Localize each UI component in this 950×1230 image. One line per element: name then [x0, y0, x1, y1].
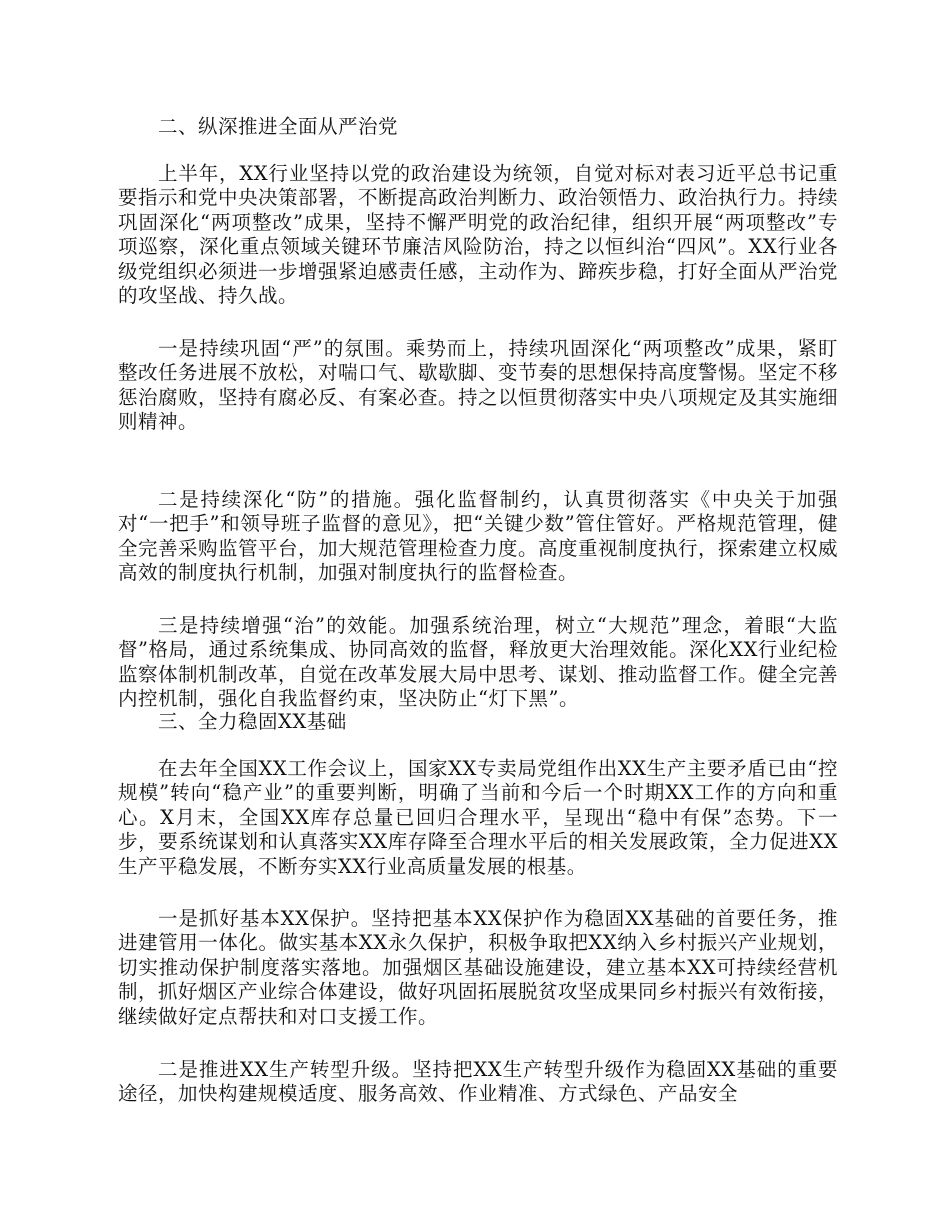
section-heading-2: 二、纵深推进全面从严治党	[158, 115, 399, 138]
paragraph-4: 三是持续增强“治”的效能。加强系统治理，树立“大规范”理念，着眼“大监督”格局，通过系统集成、协同高效的监督，释放更大治理效能。深化XX行业纪检监察体制机制改革，自觉在改革发展大局中思考、谋划、推动监督工作。健全完善内控机制，强化自我监督约束，坚决防止“灯下黑”。	[118, 614, 839, 711]
paragraph-3: 二是持续深化“防”的措施。强化监督制约，认真贯彻落实《中央关于加强对“一把手”和领导班子监督的意见》，把“关键少数”管住管好。严格规范管理，健全完善采购监管平台，加大规范管理检查力度。高度重视制度执行，探索建立权威高效的制度执行机制，加强对制度执行的监督检查。	[118, 488, 839, 585]
section-heading-3: 三、全力稳固XX基础	[158, 710, 347, 733]
paragraph-7: 二是推进XX生产转型升级。坚持把XX生产转型升级作为稳固XX基础的重要途径，加快构建规模适度、服务高效、作业精准、方式绿色、产品安全	[118, 1058, 838, 1106]
paragraph-5: 在去年全国XX工作会议上，国家XX专卖局党组作出XX生产主要矛盾已由“控规模”转向“稳产业”的重要判断，明确了当前和今后一个时期XX工作的方向和重心。X月末，全国XX库存总量已回归合理水平，呈现出“稳中有保”态势。下一步，要系统谋划和认真落实XX库存降至合理水平后的相关发展政策，全力促进XX生产平稳发展，不断夯实XX行业高质量发展的根基。	[118, 757, 838, 878]
paragraph-2: 一是持续巩固“严”的氛围。乘势而上，持续巩固深化“两项整改”成果，紧盯整改任务进展不放松，对喘口气、歇歇脚、变节奏的思想保持高度警惕。坚定不移惩治腐败，坚持有腐必反、有案必查。持之以恒贯彻落实中央八项规定及其实施细则精神。	[118, 337, 839, 434]
paragraph-1: 上半年，XX行业坚持以党的政治建设为统领，自觉对标对表习近平总书记重要指示和党中央决策部署，不断提高政治判断力、政治领悟力、政治执行力。持续巩固深化“两项整改”成果，坚持不懈严明党的政治纪律，组织开展“两项整改”专项巡察，深化重点领域关键环节廉洁风险防治，持之以恒纠治“四风”。XX行业各级党组织必须进一步增强紧迫感责任感，主动作为、蹄疾步稳，打好全面从严治党的攻坚战、持久战。	[118, 162, 839, 308]
paragraph-6: 一是抓好基本XX保护。坚持把基本XX保护作为稳固XX基础的首要任务，推进建管用一体化。做实基本XX永久保护，积极争取把XX纳入乡村振兴产业规划，切实推动保护制度落实落地。加强烟区基础设施建设，建立基本XX可持续经营机制，抓好烟区产业综合体建设，做好巩固拓展脱贫攻坚成果同乡村振兴有效衔接，继续做好定点帮扶和对口支援工作。	[118, 907, 839, 1028]
